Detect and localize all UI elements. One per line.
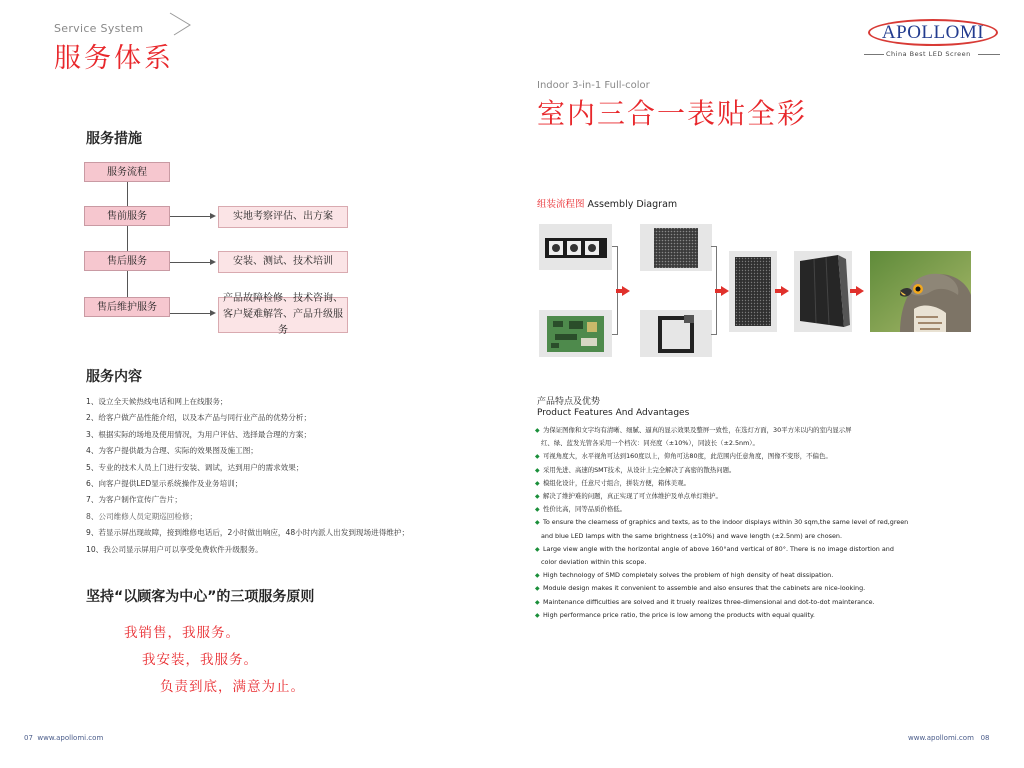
list-item: 5、专业的技术人员上门进行安装、调试，达到用户的需求效果； <box>86 462 304 472</box>
assembly-bracket <box>711 334 717 335</box>
assembly-bracket <box>612 246 618 247</box>
feature-item <box>535 543 955 556</box>
assembly-title-en: Assembly Diagram <box>587 199 678 210</box>
flow-box-process: 服务流程 <box>84 162 170 182</box>
flow-box-presale: 售前服务 <box>84 206 170 226</box>
diamond-bullet-icon: ◆ <box>535 545 540 553</box>
cabinet-frame-image <box>640 310 712 357</box>
feature-item <box>535 569 955 582</box>
diamond-bullet-icon: ◆ <box>535 519 540 527</box>
logo-brand-text: APOLLOMI <box>881 21 985 43</box>
product-subtitle: Indoor 3-in-1 Full-color <box>537 80 650 91</box>
footer-right <box>908 734 990 742</box>
diamond-bullet-icon: ◆ <box>535 493 540 501</box>
flow-connector <box>127 182 128 206</box>
assembly-arrow-icon <box>856 286 864 296</box>
logo-rule <box>978 54 1000 55</box>
features-title-cn: 产品特点及优势 <box>537 397 601 407</box>
logo-tagline: China Best LED Screen <box>886 50 971 58</box>
page-number: 07 <box>24 734 33 742</box>
flow-arrowhead <box>210 213 216 219</box>
feature-item <box>535 437 955 450</box>
cabinet-front-image <box>729 251 777 332</box>
flow-detail-maintenance <box>218 293 348 336</box>
footer-website-link[interactable]: www.apollomi.com <box>37 734 104 742</box>
features-title-en: Product Features And Advantages <box>537 408 690 418</box>
list-item: 10、我公司显示屏用户可以享受免费软件升级服务。 <box>86 544 263 554</box>
diamond-bullet-icon: ◆ <box>535 427 540 434</box>
service-system-subtitle: Service System <box>54 22 144 35</box>
list-item: 7、为客户制作宣传广告片； <box>86 495 182 505</box>
list-item: 8、公司维修人员定期巡回检修； <box>86 511 198 521</box>
flow-detail-text: 实地考察评估、出方案 <box>233 211 333 222</box>
feature-item <box>535 424 955 437</box>
flow-detail-text: 客户疑难解答、产品升级服务 <box>223 309 343 336</box>
feature-item <box>535 582 955 595</box>
flow-detail-text: 安装、测试、技术培训 <box>233 256 333 267</box>
assembly-diagram-title <box>537 196 677 210</box>
assembly-title-cn: 组装流程图 <box>537 199 585 210</box>
feature-text: 模组化设计，任意尺寸组合，拼装方便，箱体美观。 <box>543 478 690 487</box>
feature-item <box>535 556 955 569</box>
flow-detail-text: 产品故障检修、技术咨询、 <box>223 293 343 304</box>
flow-box-maintenance: 售后维护服务 <box>84 297 170 317</box>
feature-text: To ensure the clearness of graphics and texts, as to the indoor displays within 30 sqm,the same level of red,green <box>543 518 909 527</box>
flow-connector <box>127 226 128 251</box>
diamond-bullet-icon: ◆ <box>535 506 540 514</box>
slogan-line: 我销售，我服务。 <box>124 625 240 641</box>
flow-arrow-line <box>170 216 210 217</box>
diamond-bullet-icon: ◆ <box>535 572 540 580</box>
feature-item <box>535 490 955 503</box>
assembly-bracket <box>711 246 717 247</box>
service-content-list <box>86 394 409 558</box>
page-number: 08 <box>980 734 990 742</box>
assembly-arrow-icon <box>781 286 789 296</box>
feature-text: color deviation within this scope. <box>541 558 647 567</box>
list-item: 6、向客户提供LED显示系统操作及业务培训； <box>86 478 243 488</box>
diamond-bullet-icon: ◆ <box>535 453 540 461</box>
list-item: 2、给客户做产品性能介绍，以及本产品与同行业产品的优势分析； <box>86 413 312 423</box>
feature-text: 为保证图像和文字均有清晰、细腻、逼真的显示效果及整屏一致性，在选灯方面，30平方米以内的室内显示屏 <box>543 426 852 434</box>
service-principles-title: 坚持“以顾客为中心”的三项服务原则 <box>86 589 315 605</box>
flow-detail-aftersale <box>218 251 348 273</box>
pcb-board-image <box>539 310 612 357</box>
feature-text: High technology of SMD completely solves the problem of high density of heat dissipation. <box>543 571 834 580</box>
feature-item <box>535 530 955 543</box>
footer-left <box>24 734 103 742</box>
hawk-display-image <box>870 251 971 332</box>
flow-arrow-line <box>170 313 210 314</box>
flow-box-aftersale: 售后服务 <box>84 251 170 271</box>
cabinet-side-image <box>794 251 852 332</box>
diamond-bullet-icon: ◆ <box>535 466 540 474</box>
feature-text: High performance price ratio, the price is low among the products with equal quality. <box>543 610 815 619</box>
feature-text: 解决了维护难的问题，真正实现了可立体维护及单点单灯维护。 <box>543 492 722 501</box>
flow-detail-presale <box>218 206 348 228</box>
service-system-title: 服务体系 <box>54 43 174 74</box>
feature-item <box>535 609 955 622</box>
feature-item <box>535 516 955 529</box>
feature-text: and blue LED lamps with the same brightness (±10%) and wave length (±2.5nm) are chosen. <box>541 531 842 540</box>
diamond-bullet-icon: ◆ <box>535 585 540 593</box>
feature-text: 红、绿、蓝发光管各采用一个档次：同亮度（±10%），同波长（±2.5nm）。 <box>541 439 759 448</box>
slogan-line: 负责到底，满意为止。 <box>160 679 305 695</box>
led-lamp-image <box>539 224 612 270</box>
list-item: 3、根据实际的场地及使用情况，为用户评估、选择最合理的方案； <box>86 429 312 439</box>
flow-connector <box>127 271 128 297</box>
flow-arrow-line <box>170 262 210 263</box>
flow-arrowhead <box>210 259 216 265</box>
feature-text: Large view angle with the horizontal angle of above 160°and vertical of 80°. There is no image distortion and <box>543 544 894 553</box>
product-title: 室内三合一表贴全彩 <box>537 97 808 130</box>
apollomi-logo <box>868 19 998 46</box>
assembly-arrow-icon <box>622 286 630 296</box>
led-module-image <box>640 224 712 271</box>
feature-item <box>535 503 955 516</box>
features-list <box>535 424 955 622</box>
feature-text: 采用先进、高速的SMT技术，从设计上完全解决了高密的散热问题。 <box>543 465 736 474</box>
feature-text: 性价比高，同等品质价格低。 <box>543 505 627 514</box>
logo-rule <box>864 54 884 55</box>
footer-website-link[interactable]: www.apollomi.com <box>908 734 974 742</box>
list-item: 9、若显示屏出现故障，接到维修电话后，2小时做出响应，48小时内派人出发到现场进得维护； <box>86 528 410 538</box>
service-measures-title: 服务措施 <box>86 131 142 147</box>
feature-item <box>535 464 955 477</box>
feature-item <box>535 477 955 490</box>
feature-item <box>535 450 955 463</box>
diamond-bullet-icon: ◆ <box>535 598 540 606</box>
slogan-line: 我安装，我服务。 <box>142 652 258 668</box>
feature-text: Maintenance difficulties are solved and it truely realizes three-dimensional and dot-to-dot mainterance. <box>543 597 875 606</box>
header-chevron-icon <box>168 11 194 37</box>
feature-text: Module design makes it convenient to assemble and also ensures that the cabinets are nice-looking. <box>543 584 866 593</box>
assembly-bracket <box>612 334 618 335</box>
flow-arrowhead <box>210 310 216 316</box>
diamond-bullet-icon: ◆ <box>535 479 540 487</box>
list-item: 4、为客户提供最为合理、实际的效果图及施工图； <box>86 446 258 456</box>
diamond-bullet-icon: ◆ <box>535 611 540 619</box>
service-content-title: 服务内容 <box>86 369 142 385</box>
list-item: 1、设立全天候热线电话和网上在线服务； <box>86 397 228 406</box>
feature-text: 可视角度大，水平视角可达到160度以上，仰角可达80度，此范围内任意角度，图像不变形，不偏色。 <box>543 452 832 461</box>
assembly-arrow-icon <box>721 286 729 296</box>
feature-item <box>535 596 955 609</box>
